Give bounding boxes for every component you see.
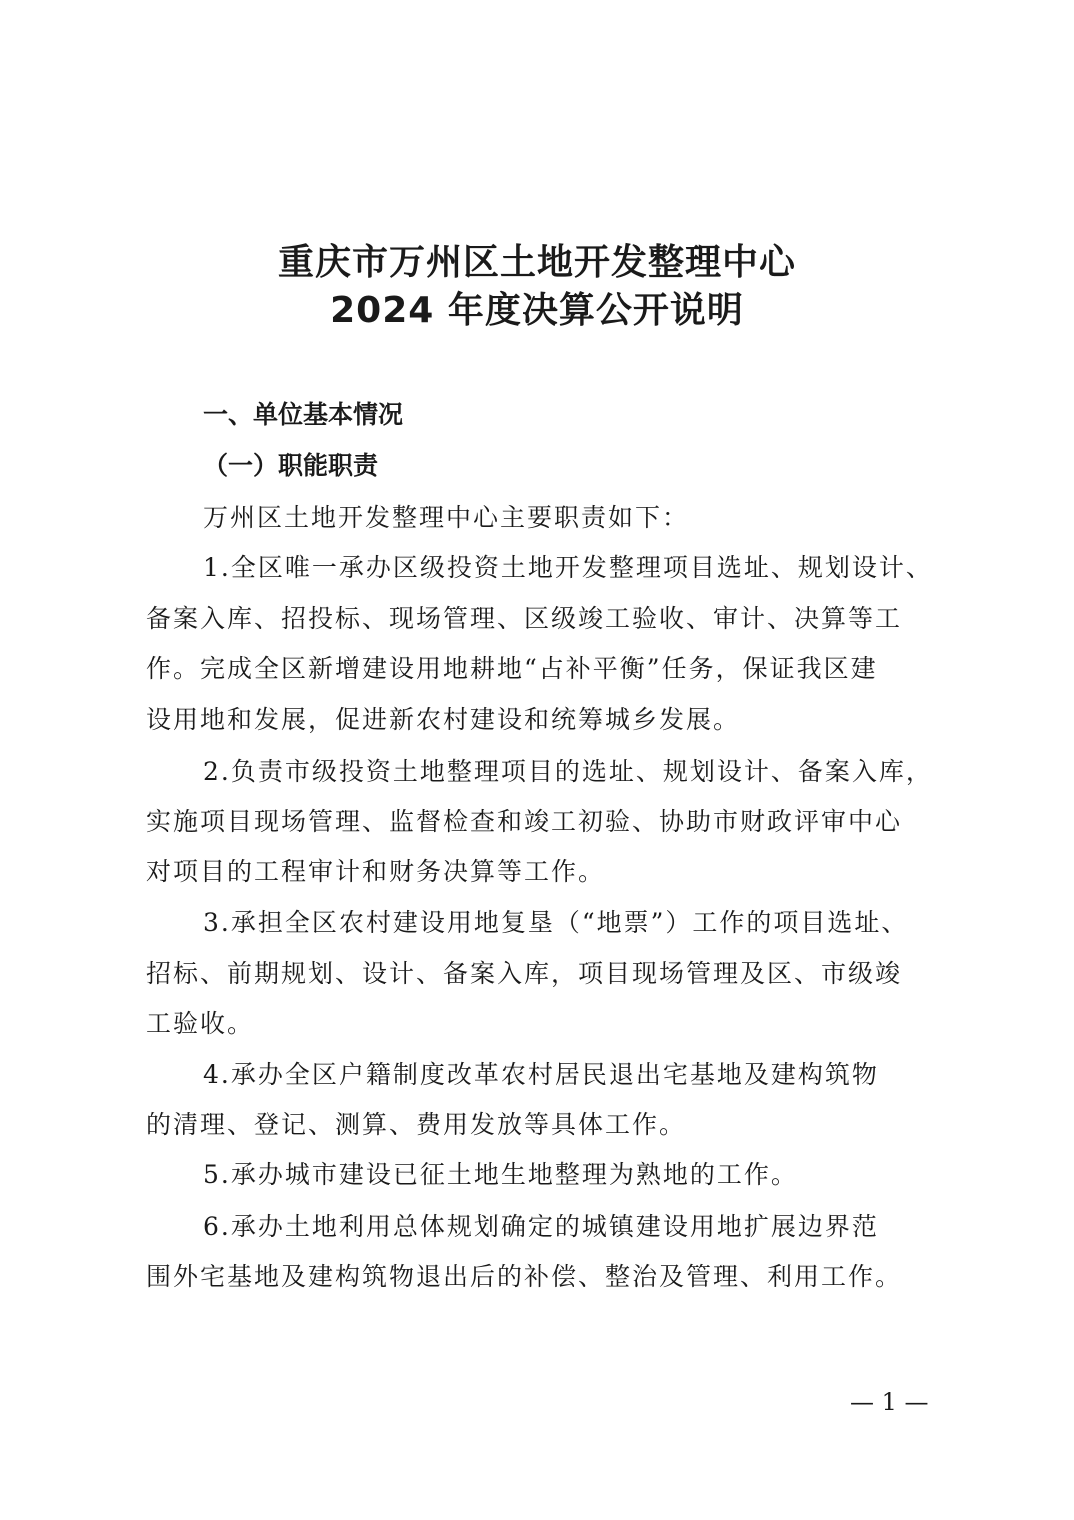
paragraph-line: 设用地和发展，促进新农村建设和统筹城乡发展。	[146, 705, 741, 734]
paragraph-line: 对项目的工程审计和财务决算等工作。	[146, 857, 606, 886]
paragraph-line: 围外宅基地及建构筑物退出后的补偿、整治及管理、利用工作。	[146, 1262, 903, 1291]
paragraph-line: 1.全区唯一承办区级投资土地开发整理项目选址、规划设计、	[203, 553, 933, 582]
paragraph-line: 6.承办土地利用总体规划确定的城镇建设用地扩展边界范	[203, 1212, 879, 1241]
subsection-heading-duties: （一）职能职责	[203, 451, 379, 480]
document-title-line-1: 重庆市万州区土地开发整理中心	[277, 242, 796, 283]
page-number: — 1 —	[850, 1388, 929, 1416]
paragraph-line: 3.承担全区农村建设用地复垦（“地票”）工作的项目选址、	[203, 908, 909, 937]
paragraph-line: 招标、前期规划、设计、备案入库，项目现场管理及区、市级竣	[146, 959, 903, 988]
paragraph-line: 5.承办城市建设已征土地生地整理为熟地的工作。	[203, 1160, 798, 1189]
paragraph-line: 备案入库、招投标、现场管理、区级竣工验收、审计、决算等工	[146, 604, 903, 633]
paragraph-line: 的清理、登记、测算、费用发放等具体工作。	[146, 1110, 687, 1139]
paragraph-line: 2.负责市级投资土地整理项目的选址、规划设计、备案入库，	[203, 757, 933, 786]
section-heading-basic-info: 一、单位基本情况	[203, 400, 404, 429]
document-title-line-2: 2024 年度决算公开说明	[330, 290, 744, 331]
paragraph-line: 4.承办全区户籍制度改革农村居民退出宅基地及建构筑物	[203, 1060, 879, 1089]
paragraph-line: 作。完成全区新增建设用地耕地“占补平衡”任务，保证我区建	[146, 654, 878, 683]
paragraph-line: 万州区土地开发整理中心主要职责如下：	[203, 503, 690, 532]
paragraph-line: 实施项目现场管理、监督检查和竣工初验、协助市财政评审中心	[146, 807, 903, 836]
paragraph-line: 工验收。	[146, 1009, 255, 1038]
